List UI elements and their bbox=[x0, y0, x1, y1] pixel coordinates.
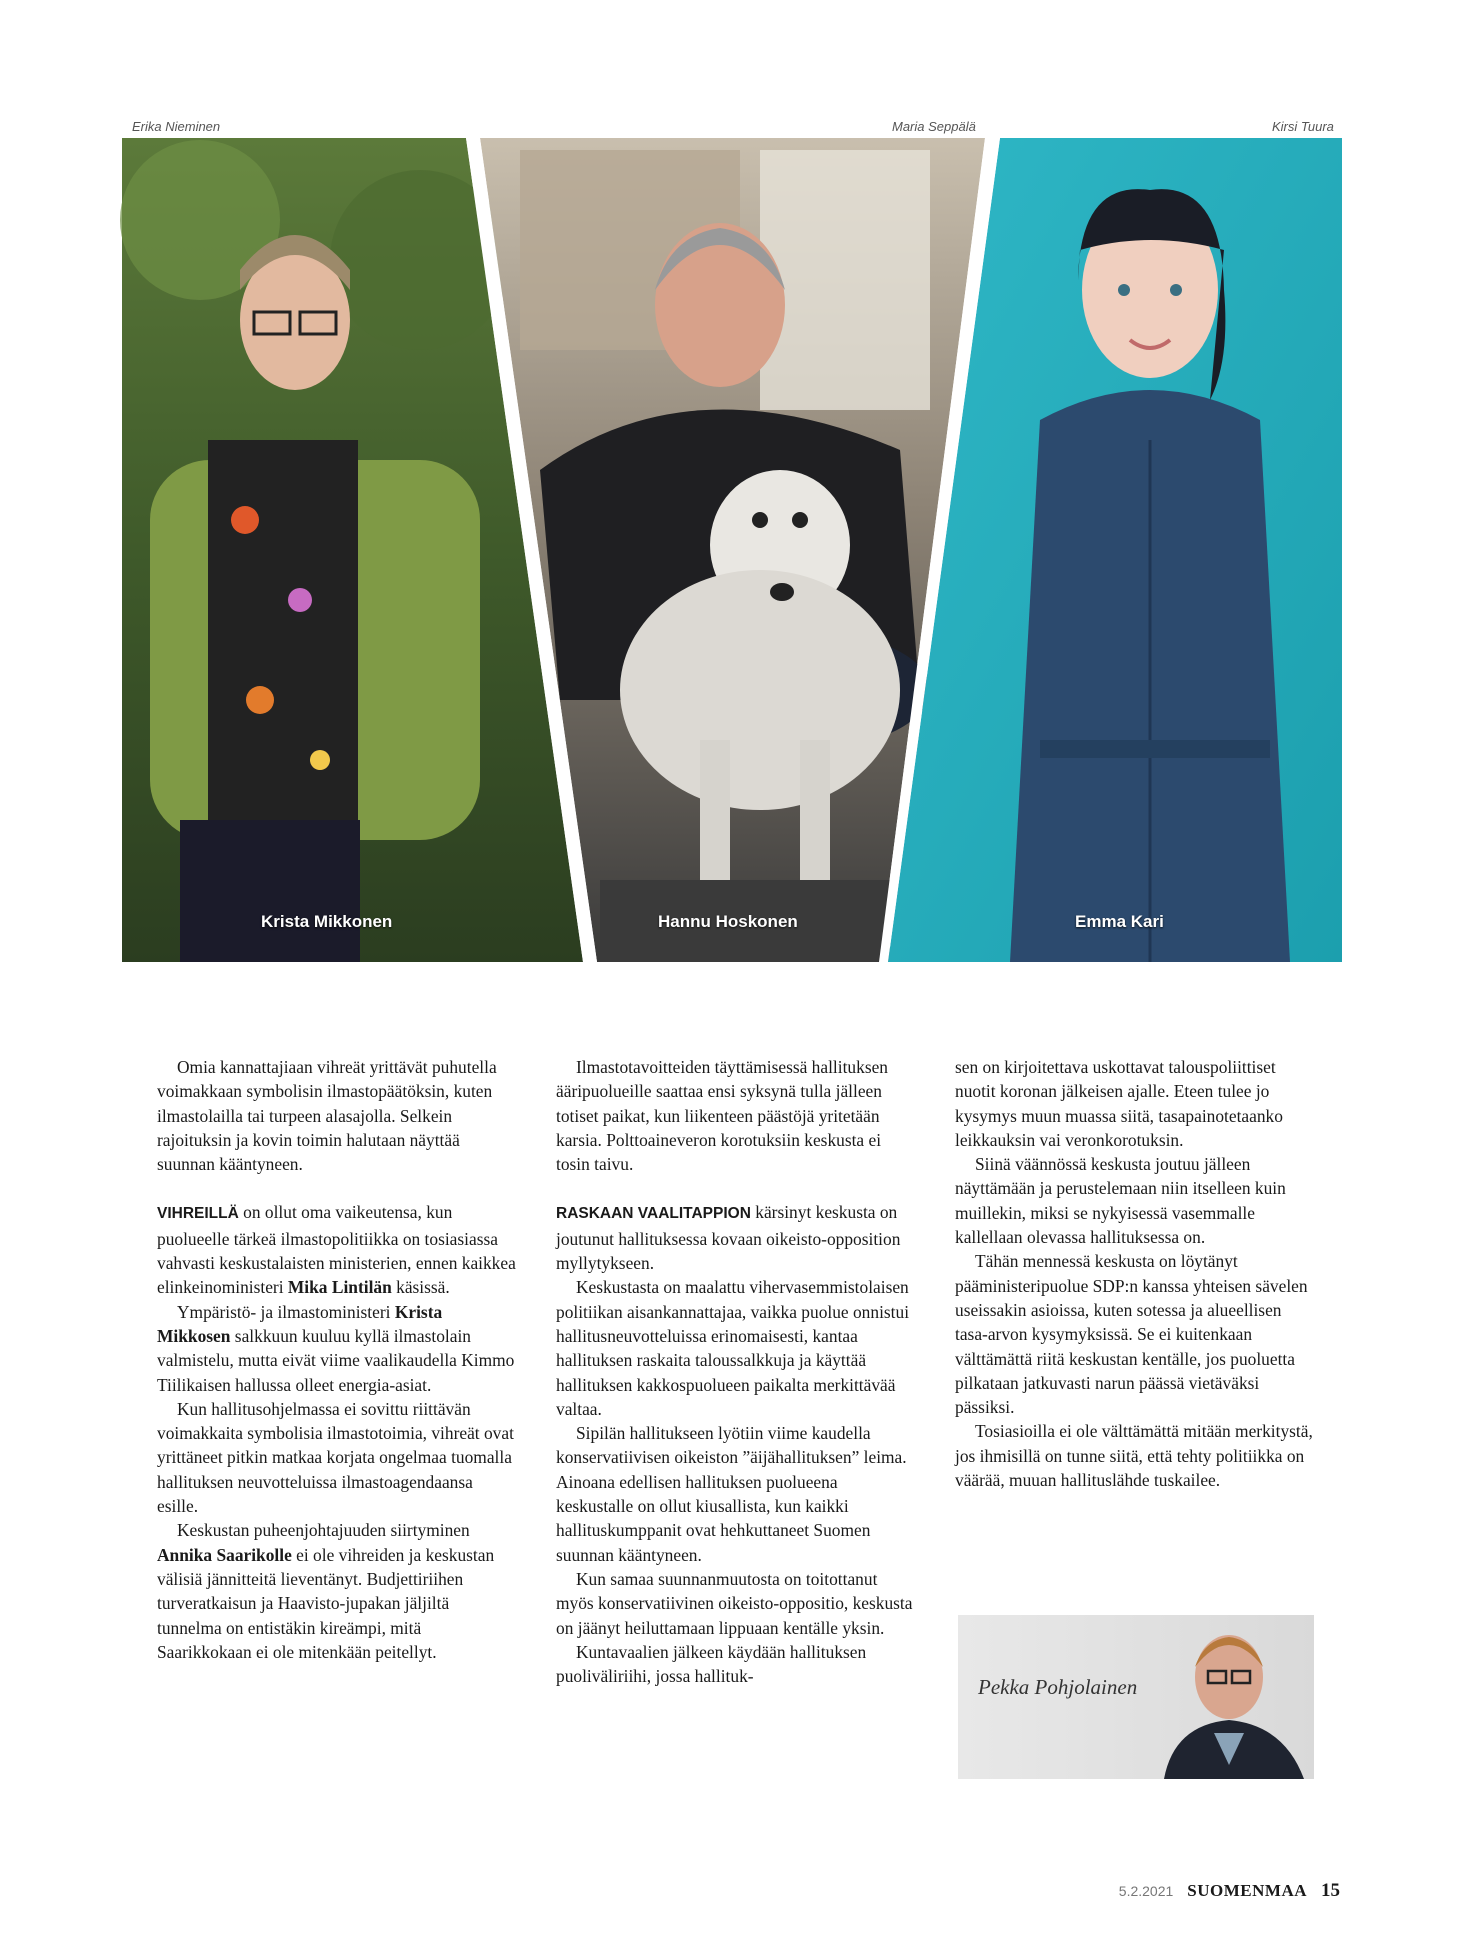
magazine-name: SUOMENMAA bbox=[1187, 1881, 1307, 1900]
text: Ympäristö- ja ilmastoministeri bbox=[177, 1301, 395, 1322]
person-name: Mika Lintilän bbox=[287, 1277, 392, 1298]
text: Keskustan puheenjohtajuuden siirtyminen bbox=[177, 1520, 470, 1541]
paragraph: Kun hallitusohjelmassa ei sovittu riittävän voimakkaita symbolisia ilmastotoimia, vihreät ovat yrittäneet pitkin matkaa korjata ongelmaa tuomalla hallituksen neuvotteluissa ilmastoagendaansa esille. bbox=[157, 1398, 514, 1517]
text: ei ole vihreiden ja keskustan välisiä jännitteitä lieventänyt. Budjettiriihen turveratkaisun ja Haavisto-jupakan jäljiltä tunnelma on entistäkin kireämpi, mitä Saarikkokaan ei ole mitenkään peitellyt. bbox=[157, 1544, 495, 1662]
paragraph bbox=[157, 1518, 517, 1664]
paragraph: Tosiasioilla ei ole välttämättä mitään merkitystä, jos ihmisillä on tunne siitä, että tehty politiikka on väärää, muuan hallituslähde tuskailee. bbox=[955, 1421, 1313, 1491]
person-name: Krista Mikkosen bbox=[157, 1301, 443, 1346]
photo-credit-1: Erika Nieminen bbox=[132, 119, 221, 134]
paragraph: Sipilän hallitukseen lyötiin viime kaudella konservatiivisen oikeiston ”äijähallituksen” leima. Ainoana edellisen hallituksen puolueena keskustalle on ollut kiusallista, kun kaikki hallituskumppanit ovat hehkuttaneet Suomen suunnan kääntyneen. bbox=[556, 1423, 907, 1565]
paragraph: Omia kannattajiaan vihreät yrittävät puhutella voimakkaan symbolisin ilmastopäätöksin, kuten ilmastolailla tai turpeen alasajolla. Selkein rajoituksin ja kovin toimin halutaan näyttää suunnan kääntyneen. bbox=[157, 1057, 497, 1175]
paragraph: Kun samaa suunnanmuutosta on toitottanut myös konservatiivinen oikeisto-oppositio, keskusta on jäänyt heiluttamaan lippuaan kentälle yksin. bbox=[556, 1568, 913, 1638]
photo-credit-3: Kirsi Tuura bbox=[1272, 119, 1334, 134]
issue-date: 5.2.2021 bbox=[1118, 1883, 1174, 1899]
paragraph: sen on kirjoitettava uskottavat talouspoliittiset nuotit koronan jälkeisen ajalle. Eteen tulee jo kysymys muun muassa siitä, tasapainotetaanko leikkauksin vai veronkorotuksin. bbox=[955, 1057, 1283, 1150]
photo-credit-2: Maria Seppälä bbox=[892, 119, 976, 134]
author-box bbox=[958, 1615, 1314, 1779]
page-footer bbox=[1119, 1880, 1340, 1902]
paragraph bbox=[157, 1200, 517, 1299]
caption-emma-kari: Emma Kari bbox=[1075, 912, 1164, 931]
text: on ollut oma vaikeutensa, kun puolueelle tärkeä ilmastopolitiikka on tosiasiassa vahvasti keskustalaisten ministerien, ennen kaikkea elinkeinoministeri bbox=[157, 1202, 516, 1298]
paragraph: Siinä väännössä keskusta joutuu jälleen näyttämään ja perustelemaan niin itselleen kuin muillekin, miksi se nykyisessä vasemmalle kallellaan olevassa hallituksessa on. bbox=[955, 1154, 1286, 1248]
text: salkkuun kuuluu kyllä ilmastolain valmistelu, mutta eivät viime vaalikaudella Kimmo Tiilikaisen hallussa olleet energia-asiat. bbox=[157, 1325, 515, 1395]
lead-in: RASKAAN VAALITAPPION bbox=[556, 1205, 751, 1223]
text: kärsinyt keskusta on joutunut hallituksessa kovaan oikeisto-opposition myllytykseen. bbox=[556, 1202, 901, 1274]
article-column-2 bbox=[556, 1055, 916, 1688]
paragraph: Keskustasta on maalattu vihervasemmistolaisen politiikan aisankannattajaa, vaikka puolue onnistui hallitusneuvotteluissa erinomaisesti, kantaa hallituksen raskaita taloussalkkuja ja käyttää hallituksen kakkospuolueen paikalta merkittävää valtaa. bbox=[556, 1277, 910, 1419]
lead-in: VIHREILLÄ bbox=[157, 1205, 239, 1223]
paragraph: Kuntavaalien jälkeen käydään hallituksen puoliväliriihi, jossa hallituk- bbox=[556, 1641, 867, 1687]
caption-krista-mikkonen: Krista Mikkonen bbox=[261, 912, 393, 931]
paragraph bbox=[157, 1300, 517, 1397]
text: käsissä. bbox=[391, 1277, 450, 1298]
author-name: Pekka Pohjolainen bbox=[978, 1675, 1138, 1699]
paragraph: Ilmastotavoitteiden täyttämisessä hallituksen ääripuolueille saattaa ensi syksynä tulla jälleen totiset paikat, kun liikenteen päästöjä yritetään karsia. Polttoaineveron korotuksiin keskusta ei tosin taivu. bbox=[556, 1057, 888, 1175]
caption-hannu-hoskonen: Hannu Hoskonen bbox=[658, 912, 798, 931]
article-column-3 bbox=[955, 1055, 1315, 1492]
page-number: 15 bbox=[1321, 1880, 1340, 1901]
author-portrait bbox=[1144, 1615, 1314, 1779]
paragraph bbox=[556, 1200, 916, 1275]
paragraph: Tähän mennessä keskusta on löytänyt pääministeripuolue SDP:n kanssa yhteisen sävelen useissakin asioissa, kuten sotessa ja alueellisen tasa-arvon kysymyksissä. Se ei kuitenkaan välttämättä riitä keskustan kentälle, jos puoluetta pilkataan jatkuvasti narun päässä vietäväksi pässiksi. bbox=[955, 1251, 1308, 1418]
article-column-1 bbox=[157, 1055, 517, 1664]
person-name: Annika Saarikolle bbox=[157, 1544, 292, 1565]
